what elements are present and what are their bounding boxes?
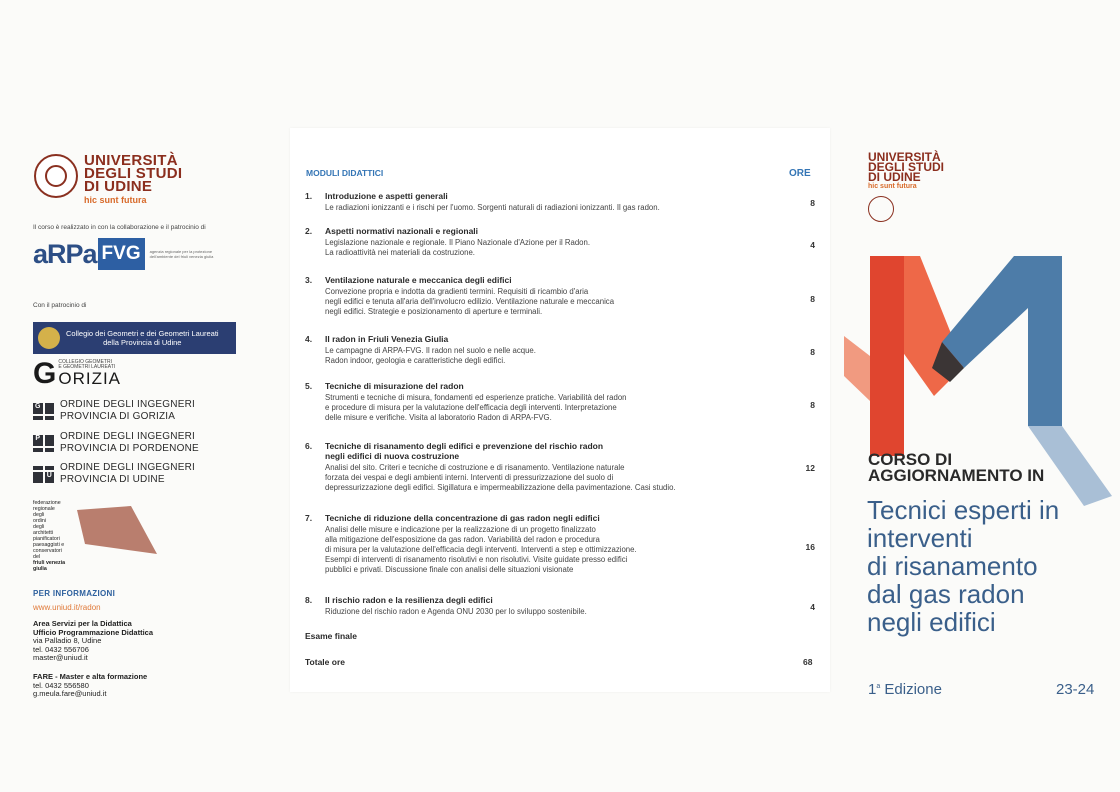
- ordine-ingegneri-icon: U: [33, 466, 54, 483]
- collegio-geometri-udine-banner: Collegio dei Geometri e dei Geometri Laureati della Provincia di Udine: [33, 322, 236, 354]
- university-seal-icon: [868, 196, 894, 222]
- anno-accademico: 23-24: [1056, 681, 1095, 698]
- arpa-fvg-logo: aRPa FVG agenzia regionale per la protezione dell'ambiente del friuli venezia giulia: [33, 238, 214, 269]
- m-logo-left-leg: [870, 256, 904, 456]
- info-title: PER INFORMAZIONI: [33, 589, 116, 598]
- federazione-shape-icon: [77, 506, 163, 558]
- patrocinio-label: Con il patrocinio di: [33, 302, 87, 309]
- federazione-architetti-logo: [33, 500, 163, 572]
- corso-title: CORSO DI AGGIORNAMENTO IN: [868, 450, 1045, 485]
- ore-header: ORE: [789, 168, 811, 179]
- geometri-emblem-icon: [38, 327, 60, 349]
- info-block-didattica: Area Servizi per la Didattica Ufficio Programmazione Didattica via Palladio 8, Udine tel. 0432 556706 master@uniud.it: [33, 619, 154, 663]
- ordine-ingegneri-gorizia: G ORDINE DEGLI INGEGNERI PROVINCIA DI GORIZIA: [33, 399, 195, 423]
- collegio-geometri-gorizia-logo: G COLLEGIO GEOMETRI E GEOMETRI LAUREATI ORIZIA: [33, 357, 122, 390]
- ordine-ingegneri-pordenone: P ORDINE DEGLI INGEGNERI PROVINCIA DI PORDENONE: [33, 431, 199, 455]
- m-logo-graphic: [844, 256, 1120, 526]
- info-block-fare: FARE - Master e alta formazione tel. 0432 556580 g.meula.fare@uniud.it: [33, 672, 148, 699]
- totale-ore-value: 68: [803, 657, 813, 667]
- edizione: 1$^a$ Edizione: [868, 681, 942, 698]
- m-logo-left-flap: [844, 336, 870, 401]
- m-logo-blue-stroke: [942, 256, 1062, 426]
- totale-ore-label: Totale ore: [305, 657, 345, 667]
- course-subject: Tecnici esperti in interventi di risanamento dal gas radon negli edifici: [867, 495, 1060, 637]
- info-link[interactable]: www.uniud.it/radon: [33, 603, 101, 612]
- esame-finale: Esame finale: [305, 631, 357, 641]
- collab-text: Il corso è realizzato in con la collaborazione e il patrocinio di: [33, 224, 206, 231]
- university-logo-left: [34, 154, 182, 206]
- ordine-ingegneri-icon: P: [33, 435, 54, 452]
- ordine-ingegneri-icon: G: [33, 403, 54, 420]
- university-seal-icon: [34, 154, 78, 198]
- university-name: UNIVERSITÀ DEGLI STUDI DI UDINE hic sunt futura: [84, 152, 183, 205]
- moduli-panel: MODULI DIDATTICI ORE 1. Introduzione e aspetti generali Le radiazioni ionizzanti e i rischi per l'uomo. Sorgenti naturali di radiazioni ionizzanti. Il gas radon. 8 2. Aspetti normativi nazionali e regionali Legislazione nazionale e regionale. Il Piano Nazionale d'Azione per il Radon. La radioattività nei materiali da costruzione. 4 3. Ventilazione naturale e meccanica degli edifici Convezione propria e indotta da gradienti termini. Requisiti di ricambio d'aria negli edifici e tenuta all'aria dell'involucro edilizio. Ventilazione naturale e meccanica negli edifici. Strategie e posizionamento di aperture e terminali. 8 4. Il radon in Friuli Venezia Giulia Le campagne di ARPA-FVG. Il radon nel suolo e nelle acque. Radon indoor, geologia e caratteristiche degli edifici. 8 5. Tecniche di misurazione del radon Strumenti e tecniche di misura, fondamenti ed esperienze pratiche. Variabilità del radon e procedure di misura per la valutazione dell'efficacia degli interventi. Interpretazione delle misure e verifiche. Visita al laboratorio Radon di ARPA-FVG. 8 6. Tecniche di risanamento degli edifici e prevenzione del rischio radon negli edifici di nuova costruzione Analisi del sito. Criteri e tecniche di costruzione e di risanamento. Ventilazione naturale forzata dei vespai e degli ambienti interni. Interventi di pressurizzazione del suolo di depressurizzazione degli edifici. Sigillatura e impermeabilizzazione della pavimentazione. Casi studio. 12 7. Tecniche di riduzione della concentrazione di gas radon negli edifici Analisi delle misure e indicazione per la realizzazione di un progetto finalizzato alla mitigazione dell'esposizione da gas radon. Variabilità del radon e procedura di misura per la valutazione dell'efficacia degli interventi. Interventi a step e ottimizzazione. Esempi di interventi di risanamento risolutivi e non risolutivi. Visite guidate presso edifici pubblici e privati. Discussione finale con analisi delle situazioni visionate 16 8. Il rischio radon e la resilienza degli edifici Riduzione del rischio radon e Agenda ONU 2030 per lo sviluppo sostenibile. 4 Esame finale Totale ore 68: [290, 128, 830, 692]
- university-logo-right: UNIVERSITÀ DEGLI STUDI DI UDINE hic sunt futura: [868, 150, 945, 190]
- ordine-ingegneri-udine: U ORDINE DEGLI INGEGNERI PROVINCIA DI UDINE: [33, 462, 195, 486]
- moduli-header: MODULI DIDATTICI: [306, 168, 384, 178]
- federazione-text: federazione regionale degli ordini degli architetti pianificatori paesaggisti e conservatori del friuli venezia giulia: [33, 500, 66, 572]
